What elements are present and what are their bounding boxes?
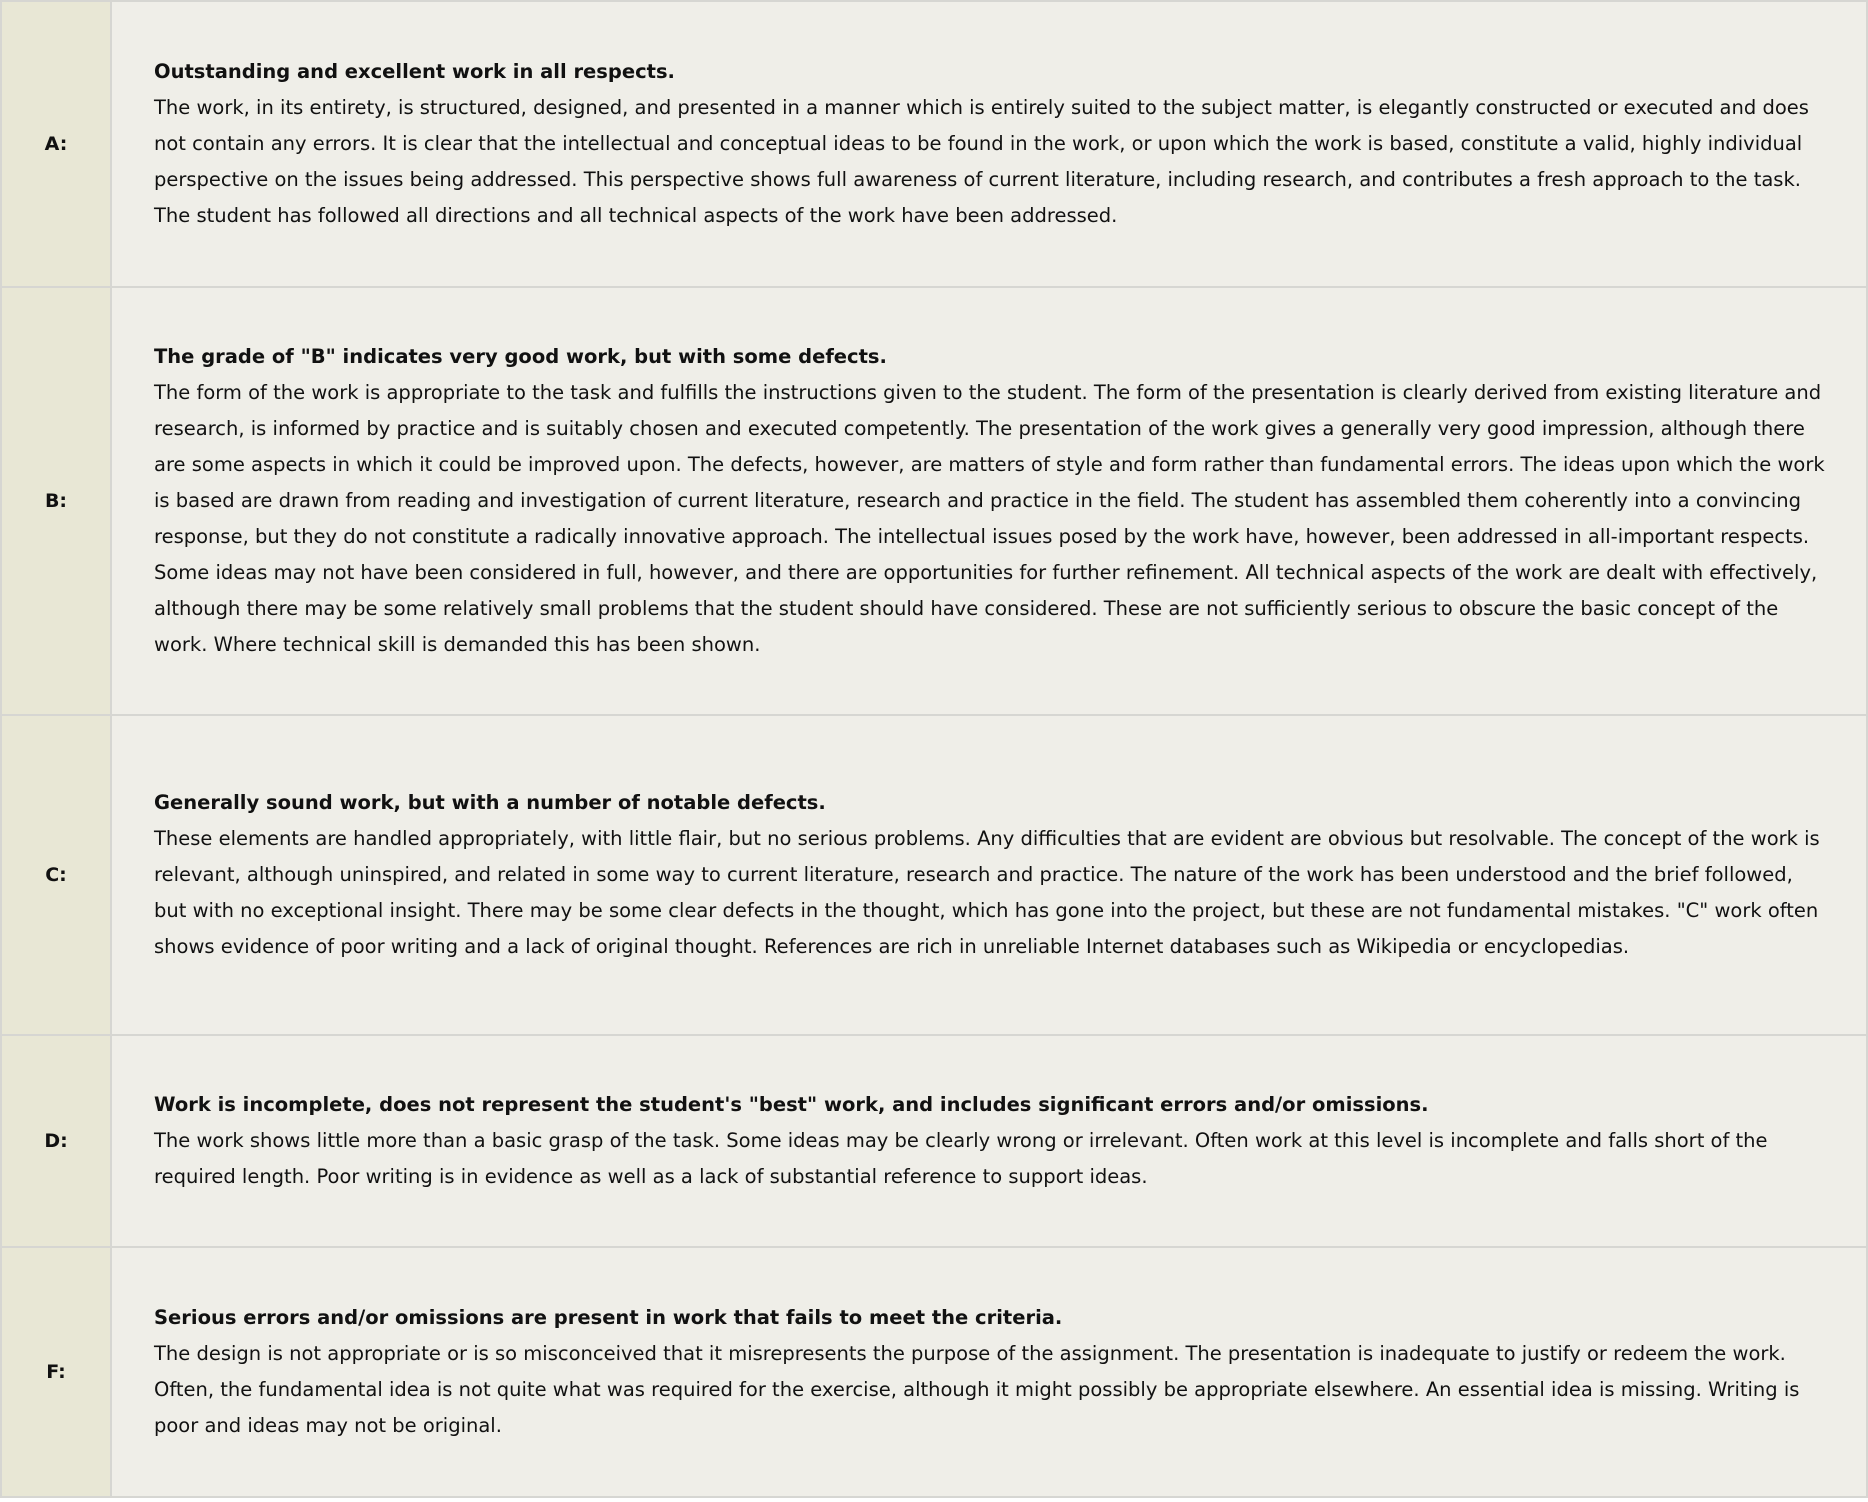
grade-heading: Generally sound work, but with a number of notable defects. [154,791,826,814]
grade-label: F: [1,1247,111,1497]
grade-description [111,1247,1867,1497]
grade-heading: Serious errors and/or omissions are present in work that fails to meet the criteria. [154,1306,1063,1329]
grade-body-text: The form of the work is appropriate to the task and fulfills the instructions given to the student. The form of the presentation is clearly derived from existing literature and research, is informed by practice and is suitably chosen and executed competently. The presentation of the work gives a generally very good impression, although there are some aspects in which it could be improved upon. The defects, however, are matters of style and form rather than fundamental errors. The ideas upon which the work is based are drawn from reading and investigation of current literature, research and practice in the field. The student has assembled them coherently into a convincing response, but they do not constitute a radically innovative approach. The intellectual issues posed by the work have, however, been addressed in all-important respects. Some ideas may not have been considered in full, however, and there are opportunities for further refinement. All technical aspects of the work are dealt with effectively, although there may be some relatively small problems that the student should have considered. These are not sufficiently serious to obscure the basic concept of the work. Where technical skill is demanded this has been shown. [154,381,1825,656]
rubric-row-b [1,287,1867,715]
grade-label: A: [1,1,111,287]
rubric-row-c [1,715,1867,1035]
grade-label: B: [1,287,111,715]
grade-body-text: The work shows little more than a basic grasp of the task. Some ideas may be clearly wrong or irrelevant. Often work at this level is incomplete and falls short of the required length. Poor writing is in evidence as well as a lack of substantial reference to support ideas. [154,1129,1768,1188]
grade-description [111,287,1867,715]
grade-heading: Work is incomplete, does not represent the student's "best" work, and includes significant errors and/or omissions. [154,1093,1429,1116]
grade-body-text: The work, in its entirety, is structured, designed, and presented in a manner which is entirely suited to the subject matter, is elegantly constructed or executed and does not contain any errors. It is clear that the intellectual and conceptual ideas to be found in the work, or upon which the work is based, constitute a valid, highly individual perspective on the issues being addressed. This perspective shows full awareness of current literature, including research, and contributes a fresh approach to the task. The student has followed all directions and all technical aspects of the work have been addressed. [154,96,1809,227]
grade-body-text: These elements are handled appropriately, with little flair, but no serious problems. Any difficulties that are evident are obvious but resolvable. The concept of the work is relevant, although uninspired, and related in some way to current literature, research and practice. The nature of the work has been understood and the brief followed, but with no exceptional insight. There may be some clear defects in the thought, which has gone into the project, but these are not fundamental mistakes. "C" work often shows evidence of poor writing and a lack of original thought. References are rich in unreliable Internet databases such as Wikipedia or encyclopedias. [154,827,1820,958]
grade-description [111,715,1867,1035]
rubric-row-d [1,1035,1867,1247]
grade-label: C: [1,715,111,1035]
grade-description [111,1,1867,287]
grade-description [111,1035,1867,1247]
grade-label: D: [1,1035,111,1247]
rubric-row-a [1,1,1867,287]
grade-heading: Outstanding and excellent work in all respects. [154,60,675,83]
grade-body-text: The design is not appropriate or is so misconceived that it misrepresents the purpose of the assignment. The presentation is inadequate to justify or redeem the work. Often, the fundamental idea is not quite what was required for the exercise, although it might possibly be appropriate elsewhere. An essential idea is missing. Writing is poor and ideas may not be original. [154,1342,1800,1437]
grade-heading: The grade of "B" indicates very good work, but with some defects. [154,345,887,368]
rubric-row-f [1,1247,1867,1497]
